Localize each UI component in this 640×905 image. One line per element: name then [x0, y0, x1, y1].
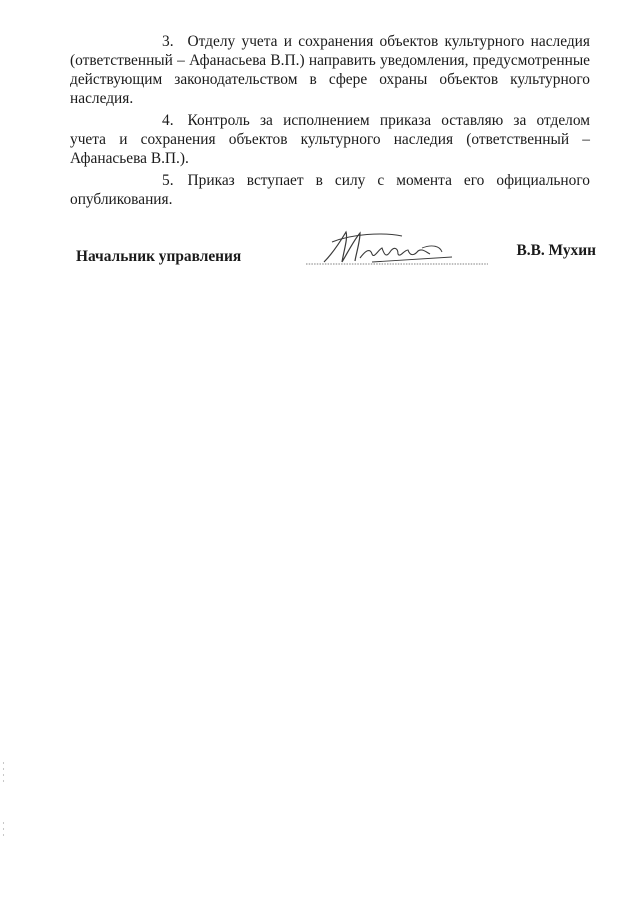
- item-text: Контроль за исполнением приказа оставляю за отделом учета и сохранения объектов культурного наследия (ответственный – Афанасьева В.П.).: [70, 112, 590, 167]
- list-item: [70, 32, 590, 108]
- signature-block: [76, 224, 596, 274]
- scan-artifact: [2, 760, 5, 784]
- list-item: [70, 171, 590, 209]
- item-text: Отделу учета и сохранения объектов культурного наследия (ответственный – Афанасьева В.П.) направить уведомления, предусмотренные действующим законодательством в сфере охраны объектов культурного наследия.: [70, 33, 590, 107]
- document-body: [70, 32, 590, 212]
- item-number: 3.: [162, 33, 174, 50]
- list-item: [70, 111, 590, 168]
- item-number: 5.: [162, 172, 174, 189]
- handwritten-signature: [302, 224, 492, 274]
- item-text: Приказ вступает в силу с момента его официального опубликования.: [70, 172, 590, 208]
- signatory-title: Начальник управления: [76, 248, 242, 265]
- item-number: 4.: [162, 112, 174, 129]
- scan-artifact: [2, 820, 5, 844]
- signatory-name: В.В. Мухин: [516, 242, 596, 259]
